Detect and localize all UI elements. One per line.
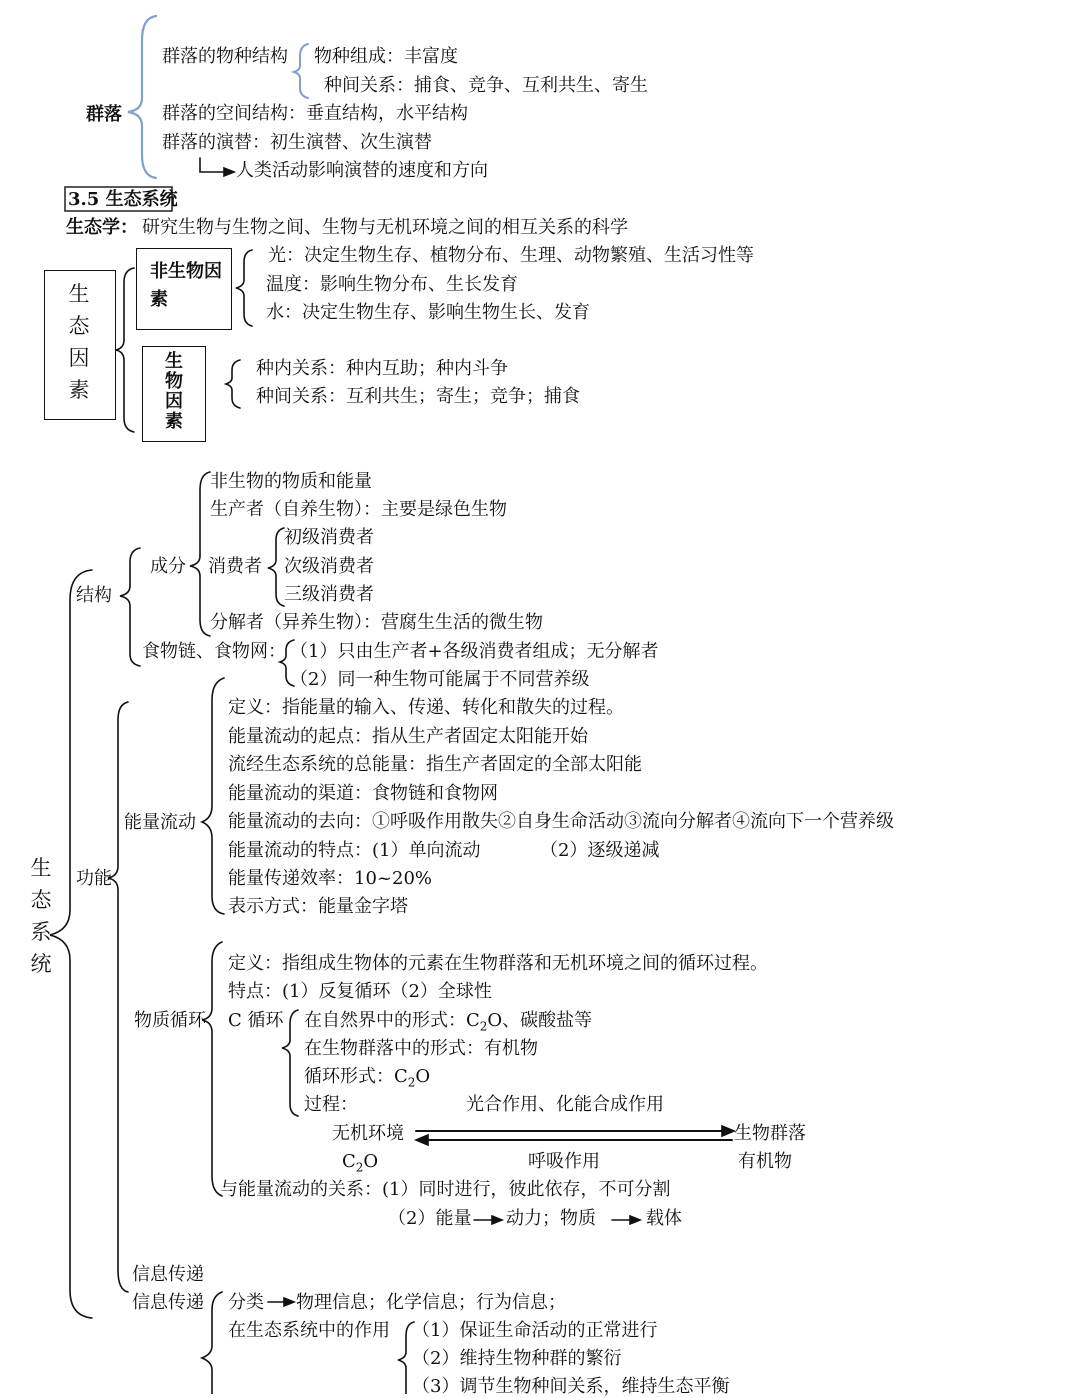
primary-consumer: 初级消费者 — [284, 527, 374, 548]
human-effect: 人类活动影响演替的速度和方向 — [236, 160, 488, 181]
energy-feature-b: （2）逐级递减 — [540, 840, 660, 861]
energy-efficiency: 能量传递效率：10~20% — [228, 868, 432, 889]
relation-b3: 载体 — [646, 1208, 682, 1229]
info-class-label: 分类 — [228, 1292, 264, 1313]
c-cycle-label: C 循环 — [228, 1010, 284, 1031]
info-role-3: （3）调节生物种间关系，维持生态平衡 — [412, 1376, 730, 1397]
energy-channel: 能量流动的渠道：食物链和食物网 — [228, 783, 498, 804]
interspecific: 种间关系：互利共生；寄生；竞争；捕食 — [256, 386, 580, 407]
energy-start: 能量流动的起点：指从生产者固定太阳能开始 — [228, 726, 588, 747]
c-cycle-form-a: 循环形式：C — [304, 1066, 408, 1087]
info-types: 物理信息；化学信息；行为信息； — [296, 1292, 566, 1313]
matter-cycle-label: 物质循环 — [134, 1010, 206, 1031]
temperature-factor: 温度：影响生物分布、生长发育 — [266, 274, 518, 295]
secondary-consumer: 次级消费者 — [284, 556, 374, 577]
biotic-brace — [226, 360, 240, 408]
info-role-1: （1）保证生命活动的正常进行 — [412, 1320, 658, 1341]
factors-brace — [116, 268, 134, 432]
energy-total: 流经生态系统的总能量：指生产者固定的全部太阳能 — [228, 754, 642, 775]
info-role-label: 在生态系统中的作用 — [228, 1320, 390, 1341]
light-factor: 光：决定生物生存、植物分布、生理、动物繁殖、生活习性等 — [268, 245, 754, 266]
interspecies-relation: 种间关系：捕食、竞争、互利共生、寄生 — [324, 75, 648, 96]
info-role-2: （2）维持生物种群的繁衍 — [412, 1348, 622, 1369]
c-community-form: 在生物群落中的形式：有机物 — [304, 1038, 538, 1059]
info-brace — [202, 1292, 222, 1394]
food-chain-point-2: （2）同一种生物可能属于不同营养级 — [290, 669, 590, 690]
c-nature-form-b: O、碳酸盐等 — [487, 1010, 593, 1031]
c-cycle-form — [304, 1066, 430, 1094]
respiration-label: 呼吸作用 — [528, 1151, 600, 1172]
tertiary-consumer: 三级消费者 — [284, 584, 374, 605]
info-transfer-label: 信息传递 — [132, 1264, 204, 1285]
relation-a: 与能量流动的关系：(1）同时进行，彼此依存，不可分割 — [220, 1179, 671, 1200]
function-label: 功能 — [76, 868, 112, 889]
c-process-label: 过程： — [304, 1094, 358, 1115]
species-brace — [294, 44, 308, 98]
factors-root: 生态因素 — [68, 282, 90, 402]
components-brace — [190, 472, 210, 636]
co2-label — [342, 1151, 378, 1179]
c-cycle-form-sub: 2 — [407, 1075, 416, 1090]
co2-a: C — [342, 1151, 356, 1172]
ccycle-brace — [282, 1010, 298, 1116]
community-brace — [128, 16, 156, 178]
energy-feature-a: 能量流动的特点：(1）单向流动 — [228, 840, 481, 861]
relation-b1: （2）能量 — [388, 1208, 472, 1229]
co2-b: O — [363, 1151, 379, 1172]
community-root: 群落 — [86, 104, 122, 125]
species-structure: 群落的物种结构 — [162, 46, 288, 67]
c-nature-form — [304, 1010, 592, 1038]
succession-arrow — [200, 158, 226, 172]
consumer-label: 消费者 — [208, 556, 262, 577]
structure-brace — [120, 548, 140, 666]
section-heading: 3.5 生态系统 — [68, 189, 178, 210]
biological-community: 生物群落 — [734, 1123, 806, 1144]
components-label: 成分 — [150, 556, 186, 577]
co2-sub: 2 — [355, 1160, 364, 1175]
energy-flow-label: 能量流动 — [124, 812, 196, 833]
ecosystem-brace — [50, 570, 92, 1318]
ecology-label: 生态学： — [66, 217, 138, 238]
structure-label: 结构 — [76, 585, 112, 606]
producer: 生产者（自养生物）：主要是绿色生物 — [210, 499, 507, 520]
abiotic-matter: 非生物的物质和能量 — [210, 471, 372, 492]
consumer-brace — [268, 528, 284, 606]
biotic-label: 生物因素 — [165, 351, 183, 432]
photosynthesis-label: 光合作用、化能合成作用 — [466, 1094, 664, 1115]
food-chain-point-1: （1）只由生产者+各级消费者组成；无分解者 — [290, 641, 659, 662]
matter-brace — [202, 942, 222, 1196]
intraspecific: 种内关系：种内互助；种内斗争 — [256, 358, 508, 379]
energy-destination: 能量流动的去向：①呼吸作用散失②自身生命活动③流向分解者④流向下一个营养级 — [228, 811, 894, 832]
energy-representation: 表示方式：能量金字塔 — [228, 896, 408, 917]
matter-feature: 特点：(1）反复循环（2）全球性 — [228, 981, 492, 1002]
succession: 群落的演替：初生演替、次生演替 — [162, 132, 432, 153]
c-nature-form-sub: 2 — [479, 1019, 488, 1034]
water-factor: 水：决定生物生存、影响生物生长、发育 — [266, 302, 590, 323]
spatial-structure: 群落的空间结构：垂直结构，水平结构 — [162, 103, 468, 124]
relation-b2: 动力；物质 — [506, 1208, 596, 1229]
species-composition: 物种组成：丰富度 — [314, 46, 458, 67]
matter-definition: 定义：指组成生物体的元素在生物群落和无机环境之间的循环过程。 — [228, 953, 768, 974]
abiotic-brace — [236, 250, 252, 326]
energy-definition: 定义：指能量的输入、传递、转化和散失的过程。 — [228, 697, 624, 718]
info-transfer-label-2: 信息传递 — [132, 1292, 204, 1313]
organic-matter: 有机物 — [738, 1151, 792, 1172]
abiotic-label: 非生物因素 — [150, 261, 222, 310]
energy-brace — [202, 678, 224, 914]
c-nature-form-a: 在自然界中的形式：C — [304, 1010, 480, 1031]
decomposer: 分解者（异养生物）：营腐生生活的微生物 — [210, 612, 543, 633]
food-chain-label: 食物链、食物网： — [142, 641, 286, 662]
function-brace — [108, 702, 128, 1292]
c-cycle-form-b: O — [415, 1066, 431, 1087]
ecology-definition: 研究生物与生物之间、生物与无机环境之间的相互关系的科学 — [142, 217, 628, 238]
ecosystem-root: 生态系统 — [30, 856, 52, 976]
inorganic-environment: 无机环境 — [332, 1123, 404, 1144]
